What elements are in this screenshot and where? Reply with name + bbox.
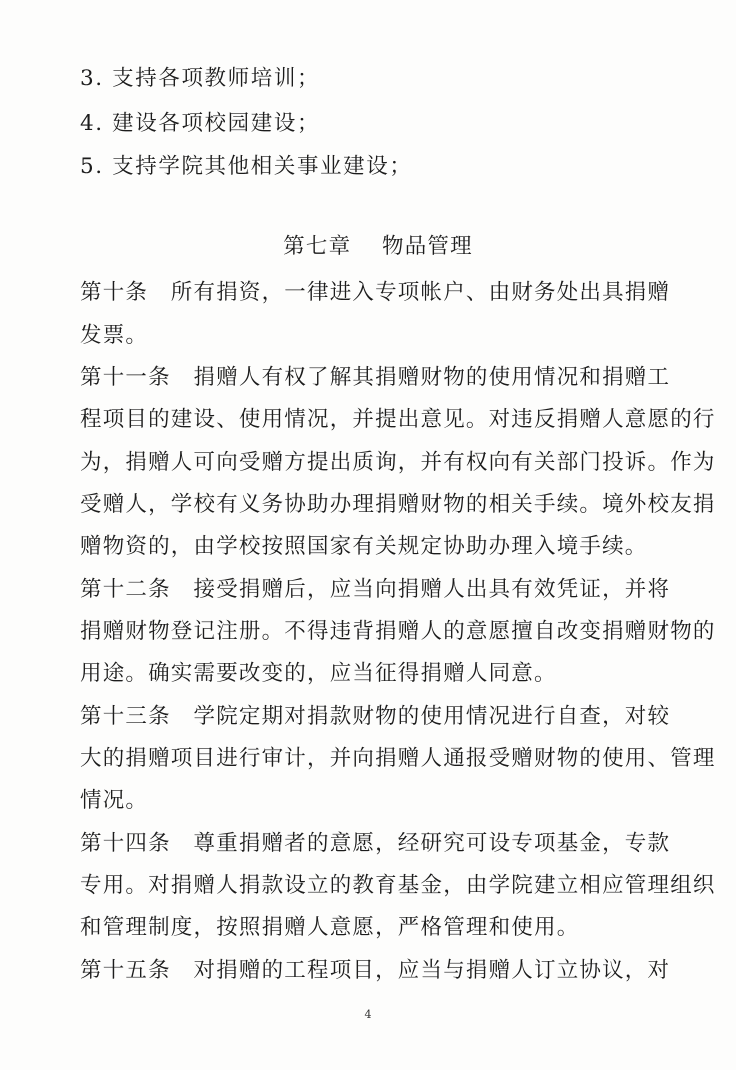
article-12-line-1: 第十二条 接受捐赠后，应当向捐赠人出具有效凭证，并将	[80, 577, 671, 602]
article-11-line-4: 受赠人，学校有义务协助办理捐赠财物的相关手续。境外校友捐	[80, 492, 716, 517]
page-number: 4	[364, 1008, 372, 1021]
article-11-line-3: 为，捐赠人可向受赠方提出质询，并有权向有关部门投诉。作为	[80, 450, 716, 475]
chapter-heading: 第七章 物品管理	[283, 234, 473, 259]
article-12-line-3: 用途。确实需要改变的，应当征得捐赠人同意。	[80, 661, 557, 686]
article-11-line-1: 第十一条 捐赠人有权了解其捐赠财物的使用情况和捐赠工	[80, 365, 671, 390]
article-13-line-1: 第十三条 学院定期对捐款财物的使用情况进行自查，对较	[80, 704, 671, 729]
article-10-line-2: 发票。	[80, 323, 149, 348]
article-15-line-1: 第十五条 对捐赠的工程项目，应当与捐赠人订立协议，对	[80, 958, 671, 983]
article-12-line-2: 捐赠财物登记注册。不得违背捐赠人的意愿擅自改变捐赠财物的	[80, 619, 716, 644]
list-item-4: 4. 建设各项校园建设；	[80, 111, 321, 136]
article-13-line-2: 大的捐赠项目进行审计，并向捐赠人通报受赠财物的使用、管理	[80, 746, 716, 771]
article-14-line-1: 第十四条 尊重捐赠者的意愿，经研究可设专项基金，专款	[80, 831, 671, 856]
article-10-line-1: 第十条 所有捐资，一律进入专项帐户、由财务处出具捐赠	[80, 280, 671, 305]
list-item-3: 3. 支持各项教师培训；	[80, 66, 321, 91]
article-14-line-3: 和管理制度，按照捐赠人意愿，严格管理和使用。	[80, 915, 580, 940]
list-item-5: 5. 支持学院其他相关事业建设；	[80, 154, 413, 179]
article-11-line-2: 程项目的建设、使用情况，并提出意见。对违反捐赠人意愿的行	[80, 407, 716, 432]
article-11-line-5: 赠物资的，由学校按照国家有关规定协助办理入境手续。	[80, 534, 648, 559]
article-14-line-2: 专用。对捐赠人捐款设立的教育基金，由学院建立相应管理组织	[80, 873, 716, 898]
article-13-line-3: 情况。	[80, 788, 149, 813]
